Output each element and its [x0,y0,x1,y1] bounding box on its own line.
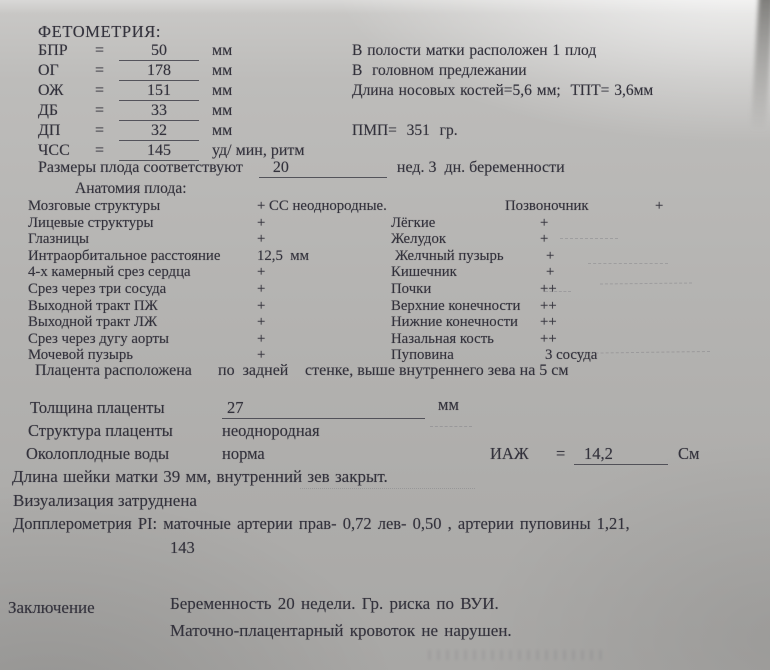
anatomy-row [28,331,770,348]
anatomy-right-label: Нижние конечности [391,314,518,331]
param-value: 151 [119,82,199,101]
anatomy-right-mark: + [546,247,555,264]
param-unit: мм [212,62,233,79]
anatomy-left-label: Выходной тракт ЛЖ [28,314,158,331]
anatomy-row [28,198,770,215]
placenta-thickness-unit: мм [438,395,459,414]
anatomy-right-label: Почки [391,280,432,297]
anatomy-right-label: Позвоночник [505,198,589,214]
fetometry-row-dp [38,122,305,142]
param-label: ДБ [38,102,59,119]
param-label: ОГ [38,62,59,79]
anatomy-right-mark: 3 сосуда [545,347,598,364]
afi-unit: См [678,444,700,463]
placenta-structure-value: неоднородная [222,421,320,440]
ink-bleed-through [428,650,608,660]
placenta-location-wall: по задней [218,362,289,379]
equals-sign: = [95,62,105,79]
size-line-suffix: нед. 3 дн. беременности [396,159,565,176]
anatomy-right-mark: + [655,198,664,214]
anatomy-right-mark: ++ [540,280,557,297]
conclusion-line-2: Маточно-плацентарный кровоток не нарушен. [170,621,512,640]
paper-top-highlight [0,0,770,14]
anatomy-left-mark: + [257,347,266,364]
anatomy-left-label: Лицевые структуры [28,214,154,231]
fetometry-row-db [38,102,305,122]
anatomy-left-label: Глазницы [28,231,89,248]
param-label: ЧСС [38,142,70,159]
anatomy-left-mark: + [257,330,266,347]
gestation-size-line [38,159,565,178]
notes-column [352,42,653,142]
anatomy-right-mark: ++ [540,297,557,314]
anatomy-right-mark: ++ [540,330,557,347]
param-unit: мм [212,102,233,119]
param-value: 33 [119,102,199,121]
param-value: 32 [119,122,199,141]
anatomy-left-label: Мозговые структуры [28,198,161,214]
anatomy-right-mark: ++ [540,314,557,331]
anatomy-row [28,298,770,315]
anatomy-right-mark: + [540,231,549,248]
placenta-structure-label: Структура плаценты [28,421,173,440]
scan-artifact [300,488,475,489]
anatomy-left-mark: + [257,231,266,248]
anatomy-left-mark: + [257,280,266,297]
anatomy-left-mark: + [257,264,266,281]
anatomy-left-mark: + [257,297,266,314]
afi-equals-sign: = [556,444,566,463]
cervix-length-line: Длина шейки матки 39 мм, внутренний зев закрыт. [12,467,388,486]
note-fetus-position: В полости матки расположен 1 плод [352,42,597,59]
equals-sign: = [95,142,105,159]
anatomy-right-label: Кишечник [391,264,457,281]
param-value: 50 [119,42,199,61]
param-label: ОЖ [38,82,64,99]
fetometry-row-og [38,62,305,82]
amniotic-fluid-label: Околоплодные воды [26,444,170,463]
param-label: БПР [38,42,68,59]
equals-sign: = [95,122,105,139]
doppler-line: Допплерометрия PI: маточные артерии прав- 0,72 лев- 0,50 , артерии пуповины 1,21, [13,514,630,533]
param-label: ДП [38,122,61,139]
anatomy-left-mark: + [257,214,266,231]
anatomy-left-mark: + [257,314,266,331]
anatomy-row [28,231,770,248]
anatomy-row [28,248,770,265]
param-unit: мм [212,42,233,59]
anatomy-left-mark: + СС неоднородные. [257,198,387,214]
visualization-line: Визуализация затруднена [13,491,197,510]
equals-sign: = [95,42,105,59]
anatomy-table [28,198,770,364]
scan-artifact [588,263,668,264]
param-unit: уд/ мин, ритм [212,142,305,159]
equals-sign: = [95,82,105,99]
anatomy-left-label: 4-х камерный срез сердца [28,264,191,281]
scan-artifact [560,238,618,239]
conclusion-label: Заключение [8,598,95,617]
anatomy-right-label: Пуповина [391,347,454,364]
fetometry-row-bpr [38,42,305,62]
amniotic-fluid-value: норма [222,444,265,463]
size-line-prefix: Размеры плода соответствуют [38,159,243,176]
anatomy-left-label: Срез через три сосуда [28,280,167,297]
note-presentation: В головном предлежании [352,62,527,79]
fetometry-title: ФЕТОМЕТРИЯ: [38,22,162,41]
anatomy-left-mark: 12,5 мм [257,247,310,264]
anatomy-row [28,314,770,331]
equals-sign: = [95,102,105,119]
scan-artifact [545,291,571,292]
afi-value: 14,2 [574,444,668,465]
doppler-line-continuation: 143 [170,538,195,557]
param-value: 178 [119,62,199,81]
anatomy-right-label: Желчный пузырь [395,247,504,264]
paper-edge-shadow [750,0,770,144]
anatomy-right-label: Назальная кость [391,330,494,347]
anatomy-title: Анатомия плода: [75,180,187,197]
anatomy-right-mark: + [540,214,549,231]
anatomy-row [28,264,770,281]
scan-artifact [430,426,472,427]
anatomy-right-mark: + [546,264,555,281]
anatomy-right-label: Лёгкие [391,214,436,231]
anatomy-left-label: Мочевой пузырь [28,347,133,364]
anatomy-left-label: Выходной тракт ПЖ [28,297,158,314]
note-nasal-bones: Длина носовых костей=5,6 мм; ТПТ= 3,6мм [352,82,654,99]
anatomy-left-label: Интраорбитальное расстояние [28,247,221,264]
placenta-thickness-value: 27 [222,398,425,419]
fetometry-table [38,42,305,162]
placenta-location-label: Плацента расположена [35,362,192,379]
fetometry-row-ozh [38,82,305,102]
anatomy-right-label: Желудок [391,231,447,248]
note-estimated-weight: ПМП= 351 гр. [352,122,458,139]
conclusion-line-1: Беременность 20 недели. Гр. риска по ВУИ. [170,594,499,613]
placenta-thickness-label: Толщина плаценты [30,398,165,417]
param-unit: мм [212,122,233,139]
anatomy-row [28,215,770,232]
param-unit: мм [212,82,233,99]
afi-label: ИАЖ [490,444,529,463]
gestation-weeks-value: 20 [259,159,387,178]
anatomy-left-label: Срез через дугу аорты [28,330,169,347]
param-value: 145 [119,142,199,161]
placenta-location-detail: стенке, выше внутреннего зева на 5 см [305,362,569,379]
anatomy-right-label: Верхние конечности [391,297,521,314]
